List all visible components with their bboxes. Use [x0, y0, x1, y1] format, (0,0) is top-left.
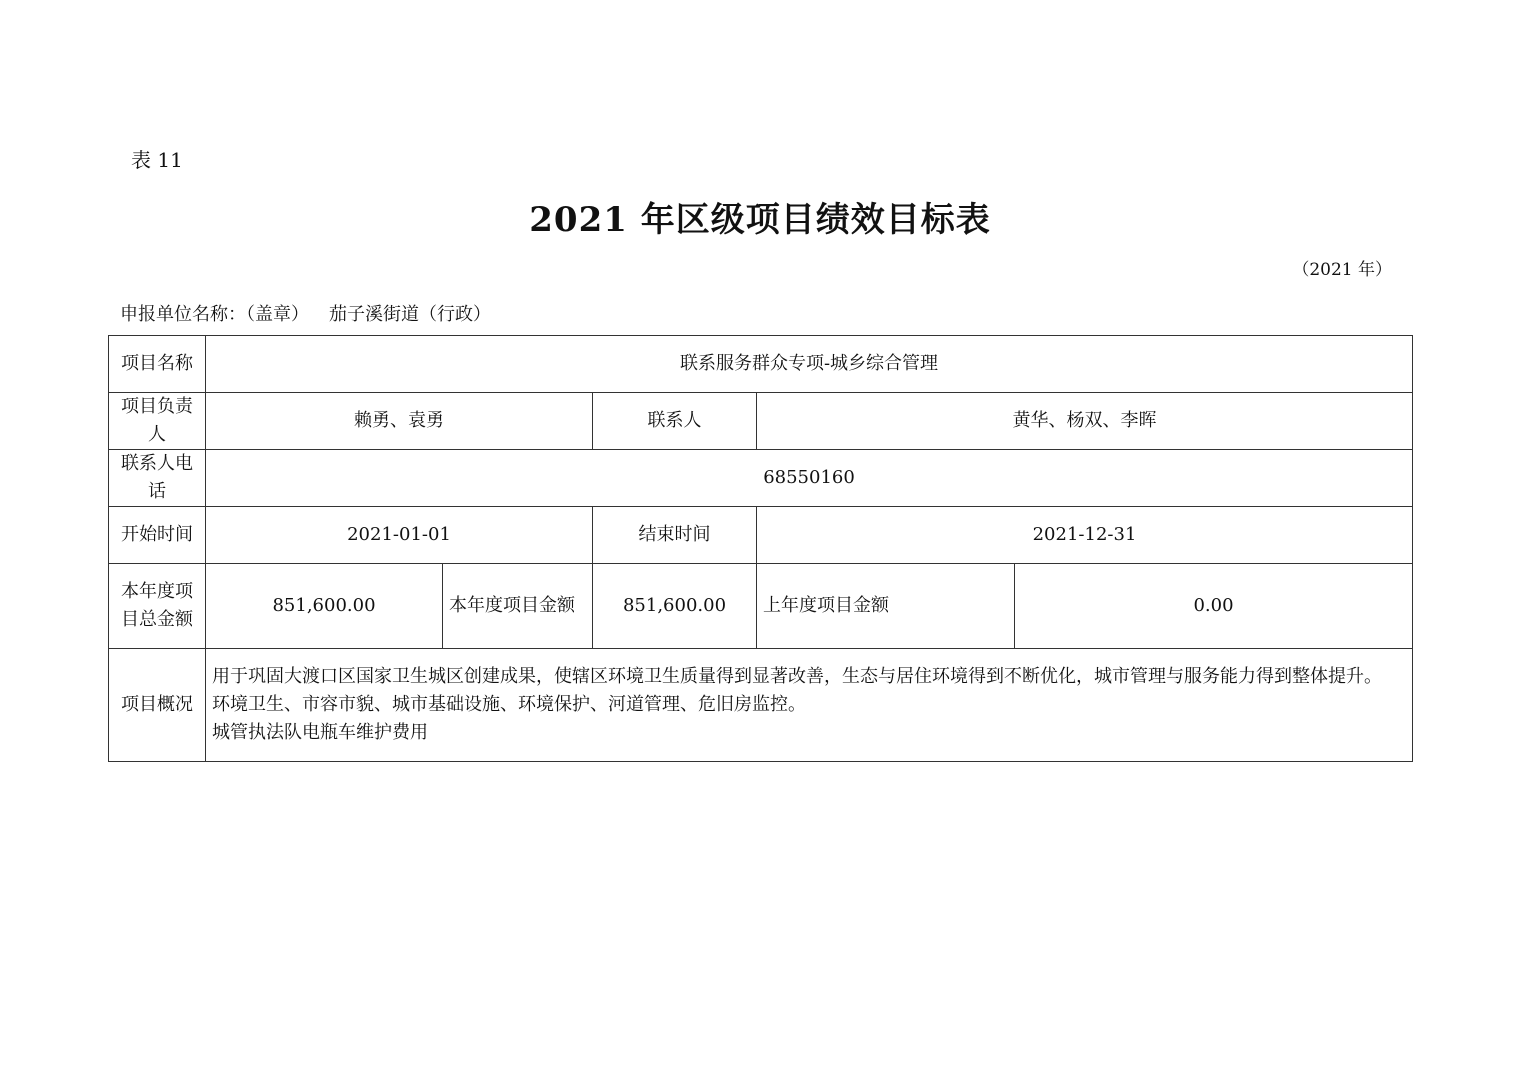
summary-line: 环境卫生、市容市貌、城市基础设施、环境保护、河道管理、危旧房监控。: [212, 694, 806, 715]
leader-value: 赖勇、袁勇: [206, 393, 593, 450]
applicant-unit: 茄子溪街道（行政）: [329, 304, 491, 325]
summary-line: 用于巩固大渡口区国家卫生城区创建成果，使辖区环境卫生质量得到显著改善，生态与居住环境得到不断优化，城市管理与服务能力得到整体提升。: [212, 666, 1382, 687]
contact-value: 黄华、杨双、李晖: [757, 393, 1413, 450]
leader-label: 项目负责人: [109, 393, 206, 450]
phone-value: 68550160: [206, 450, 1413, 507]
total-amount-value: 851,600.00: [206, 564, 443, 649]
start-date-value: 2021-01-01: [206, 507, 593, 564]
last-year-amount-label: 上年度项目金额: [757, 564, 1015, 649]
project-name-value: 联系服务群众专项-城乡综合管理: [206, 336, 1413, 393]
applicant-line: [120, 300, 491, 326]
contact-label: 联系人: [593, 393, 757, 450]
table-number: 表 11: [131, 148, 183, 172]
performance-table: [108, 335, 1413, 762]
row-summary: [109, 649, 1413, 762]
start-date-label: 开始时间: [109, 507, 206, 564]
row-leader: [109, 393, 1413, 450]
row-amounts: [109, 564, 1413, 649]
current-amount-value: 851,600.00: [593, 564, 757, 649]
row-dates: [109, 507, 1413, 564]
phone-label: 联系人电话: [109, 450, 206, 507]
summary-line: 城管执法队电瓶车维护费用: [212, 722, 428, 743]
end-date-label: 结束时间: [593, 507, 757, 564]
last-year-amount-value: 0.00: [1015, 564, 1413, 649]
document-title: 2021 年区级项目绩效目标表: [529, 200, 991, 240]
end-date-value: 2021-12-31: [757, 507, 1413, 564]
row-project-name: [109, 336, 1413, 393]
row-phone: [109, 450, 1413, 507]
current-amount-label: 本年度项目金额: [443, 564, 593, 649]
year-note: （2021 年）: [1292, 260, 1392, 280]
summary-value: [206, 649, 1413, 762]
summary-label: 项目概况: [109, 649, 206, 762]
project-name-label: 项目名称: [109, 336, 206, 393]
total-amount-label: 本年度项目总金额: [109, 564, 206, 649]
applicant-label: 申报单位名称：（盖章）: [120, 304, 309, 325]
